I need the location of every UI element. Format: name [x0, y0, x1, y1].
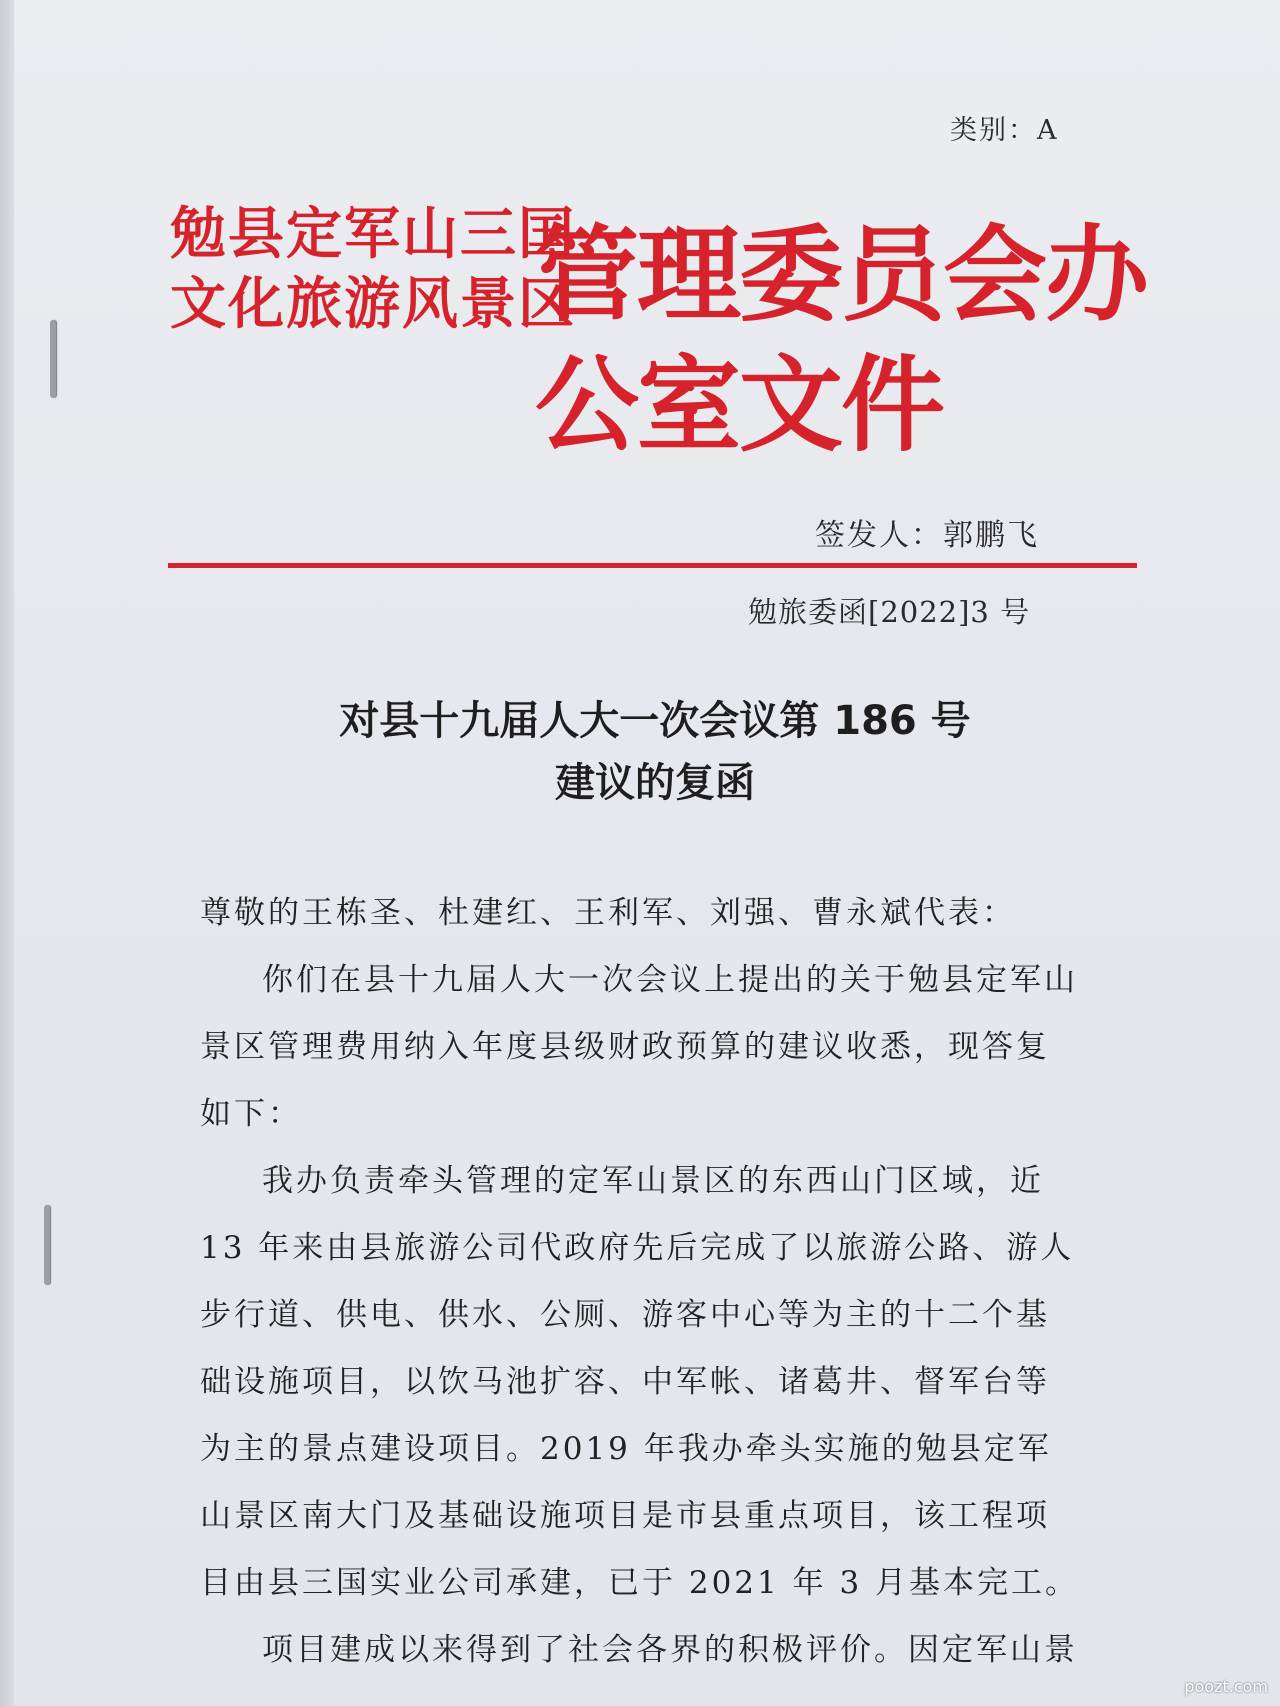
- signer-line: 签发人：郭鹏飞: [815, 518, 1039, 553]
- watermark: poozt.com: [1184, 1677, 1268, 1696]
- paragraph-3: 项目建成以来得到了社会各界的积极评价。因定军山景: [262, 1632, 1078, 1668]
- header-org-name: [170, 200, 576, 340]
- red-header: [170, 200, 1150, 466]
- header-org-line1: 勉县定军山三国: [170, 202, 576, 267]
- paper-edge: [0, 0, 14, 1706]
- salutation: 尊敬的王栋圣、杜建红、王利军、刘强、曹永斌代表：: [200, 895, 1016, 931]
- header-office-title: 管理委员会办公室文件: [535, 214, 1148, 466]
- paragraph-1: 你们在县十九届人大一次会议上提出的关于勉县定军山景区管理费用纳入年度县级财政预算的建议收悉，现答复如下：: [200, 962, 1078, 1132]
- paragraph-2: 我办负责牵头管理的定军山景区的东西山门区域，近 13 年来由县旅游公司代政府先后完成了以旅游公路、游人步行道、供电、供水、公厕、游客中心等为主的十二个基础设施项目，以饮马池扩容、中军帐、诸葛井、督军台等为主的景点建设项目。2019 年我办牵头实施的勉县定军山景区南大门及基础设施项目是市县重点项目，该工程项目由县三国实业公司承建，已于 2021 年 3 月基本完工。: [200, 1163, 1080, 1601]
- red-divider: [168, 563, 1137, 568]
- category-label: 类别：A: [950, 115, 1059, 146]
- document-number: 勉旅委函[2022]3 号: [748, 595, 1031, 629]
- staple-bottom: [44, 1205, 50, 1285]
- document-title: [170, 690, 1140, 814]
- staple-top: [50, 320, 56, 398]
- title-line-2: 建议的复函: [555, 760, 755, 806]
- header-org-line2: 文化旅游风景区: [170, 272, 576, 337]
- title-line-1: 对县十九届人大一次会议第 186 号: [339, 698, 971, 744]
- document-body: [200, 880, 1080, 1684]
